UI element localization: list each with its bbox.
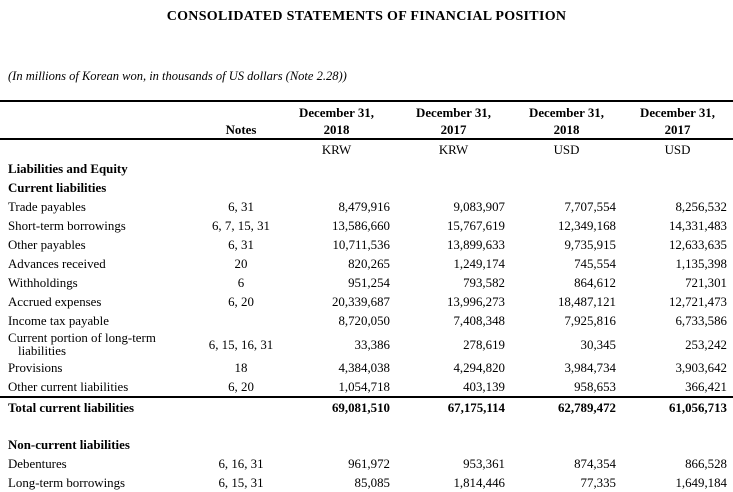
value-usd-2018: 9,735,915 [564, 238, 616, 252]
section-label: Current liabilities [8, 181, 107, 195]
value-krw-2018: 85,085 [354, 475, 390, 490]
total-krw-2017: 67,175,114 [396, 397, 511, 418]
value-usd-2018: 745,554 [574, 257, 616, 271]
value-usd-2017: 866,528 [685, 457, 727, 471]
row-notes: 6, 15, 16, 31 [208, 337, 274, 352]
value-krw-2017: 278,619 [463, 337, 505, 352]
col-header-year-3: 2017 [622, 122, 733, 139]
currency-label-3: USD [664, 142, 691, 157]
row-notes: 6, 7, 15, 31 [211, 219, 270, 233]
value-krw-2017: 403,139 [463, 379, 505, 394]
value-krw-2018: 951,254 [348, 276, 390, 290]
value-usd-2018: 3,984,734 [564, 361, 616, 375]
col-header-year-1: 2017 [396, 122, 511, 139]
row-trade-payables [0, 198, 733, 217]
row-notes: 6 [237, 276, 245, 290]
col-header-date-usd-2017: December 31, [640, 106, 715, 120]
value-krw-2017: 793,582 [463, 276, 505, 290]
value-usd-2017: 366,421 [685, 379, 727, 394]
row-notes: 18 [234, 361, 248, 375]
row-accrued-expenses [0, 293, 733, 312]
row-label: Provisions [8, 361, 63, 375]
value-krw-2018: 4,384,038 [338, 361, 390, 375]
row-withholdings [0, 274, 733, 293]
value-usd-2017: 14,331,483 [668, 219, 727, 233]
value-krw-2018: 8,479,916 [338, 200, 390, 214]
value-krw-2017: 4,294,820 [453, 361, 505, 375]
row-other-current-liabilities [0, 378, 733, 397]
value-usd-2017: 12,721,473 [668, 295, 727, 309]
value-krw-2018: 20,339,687 [331, 295, 390, 309]
row-notes [205, 397, 277, 418]
row-label: Trade payables [8, 200, 86, 214]
value-usd-2017: 253,242 [685, 337, 727, 352]
total-krw-2018: 69,081,510 [277, 397, 396, 418]
row-long-term-borrowings [0, 474, 733, 492]
page-title: CONSOLIDATED STATEMENTS OF FINANCIAL POSITION [166, 9, 567, 24]
value-usd-2017: 1,649,184 [675, 475, 727, 490]
value-usd-2018: 864,612 [574, 276, 616, 290]
row-label: Accrued expenses [8, 295, 102, 309]
row-notes: 6, 31 [228, 200, 254, 214]
total-label: Total current liabilities [0, 397, 205, 418]
value-usd-2018: 7,707,554 [564, 200, 616, 214]
currency-label-2: USD [553, 142, 580, 157]
currency-label-0: KRW [321, 142, 352, 157]
row-label: Debentures [8, 457, 67, 471]
section-label: Non-current liabilities [8, 438, 130, 452]
row-notes [205, 312, 277, 331]
value-krw-2017: 13,899,633 [446, 238, 505, 252]
value-krw-2017: 1,814,446 [453, 475, 505, 490]
row-notes: 6, 20 [228, 295, 254, 309]
col-header-date-usd-2018: December 31, [529, 106, 604, 120]
value-krw-2018: 10,711,536 [332, 238, 390, 252]
value-krw-2018: 13,586,660 [331, 219, 390, 233]
value-usd-2017: 6,733,586 [675, 314, 727, 328]
row-short-term-borrowings [0, 217, 733, 236]
row-notes: 6, 20 [228, 379, 254, 394]
value-krw-2018: 820,265 [348, 257, 390, 271]
value-usd-2018: 958,653 [574, 379, 616, 394]
col-header-date-krw-2017: December 31, [416, 106, 491, 120]
value-krw-2018: 33,386 [354, 337, 390, 352]
value-usd-2017: 721,301 [685, 276, 727, 290]
col-header-year-0: 2018 [277, 122, 396, 139]
row-label: Short-term borrowings [8, 219, 126, 233]
value-krw-2017: 15,767,619 [446, 219, 505, 233]
header-row-years [0, 122, 733, 139]
currency-note-subtitle: (In millions of Korean won, in thousands of US dollars (Note 2.28)) [8, 69, 347, 83]
financial-position-table [0, 100, 733, 492]
value-krw-2018: 1,054,718 [338, 379, 390, 394]
col-header-year-2: 2018 [511, 122, 622, 139]
value-usd-2018: 7,925,816 [564, 314, 616, 328]
section-label: Liabilities and Equity [8, 162, 128, 176]
row-label: Long-term borrowings [8, 475, 126, 490]
row-label: Advances received [8, 257, 106, 271]
row-label: Other current liabilities [8, 379, 129, 394]
value-usd-2017: 12,633,635 [668, 238, 727, 252]
section-row-non-current-liabilities [0, 436, 733, 455]
row-notes: 6, 15, 31 [218, 475, 264, 490]
row-label: Other payables [8, 238, 86, 252]
value-usd-2017: 3,903,642 [675, 361, 727, 375]
row-debentures [0, 455, 733, 474]
row-other-payables [0, 236, 733, 255]
row-label: Withholdings [8, 276, 78, 290]
value-krw-2017: 13,996,273 [446, 295, 505, 309]
value-usd-2018: 30,345 [580, 337, 616, 352]
col-header-date-krw-2018: December 31, [299, 106, 374, 120]
value-usd-2018: 77,335 [580, 475, 616, 490]
value-krw-2018: 961,972 [348, 457, 390, 471]
currency-label-1: KRW [438, 142, 469, 157]
row-notes: 6, 31 [228, 238, 254, 252]
col-header-notes: Notes [205, 122, 277, 139]
value-krw-2017: 7,408,348 [453, 314, 505, 328]
row-notes: 20 [234, 257, 248, 271]
value-usd-2017: 8,256,532 [675, 200, 727, 214]
row-notes: 6, 16, 31 [218, 457, 264, 471]
total-usd-2018: 62,789,472 [511, 397, 622, 418]
value-usd-2018: 18,487,121 [557, 295, 616, 309]
value-krw-2017: 953,361 [463, 457, 505, 471]
row-advances-received [0, 255, 733, 274]
section-row-current-liabilities [0, 179, 733, 198]
row-current-portion-of-long-term-liabilities [0, 331, 733, 359]
header-row-dates [0, 101, 733, 122]
row-provisions [0, 359, 733, 378]
row-label: Income tax payable [8, 314, 109, 328]
row-total-current-liabilities [0, 397, 733, 418]
spacer-row [0, 418, 733, 436]
row-income-tax-payable [0, 312, 733, 331]
row-label: Current portion of long-term liabilities [8, 331, 156, 358]
value-usd-2018: 874,354 [574, 457, 616, 471]
header-row-currencies [0, 139, 733, 160]
value-krw-2017: 1,249,174 [453, 257, 505, 271]
section-row-liabilities-and-equity [0, 160, 733, 179]
value-krw-2017: 9,083,907 [453, 200, 505, 214]
value-krw-2018: 8,720,050 [338, 314, 390, 328]
total-usd-2017: 61,056,713 [622, 397, 733, 418]
value-usd-2018: 12,349,168 [557, 219, 616, 233]
value-usd-2017: 1,135,398 [675, 257, 727, 271]
